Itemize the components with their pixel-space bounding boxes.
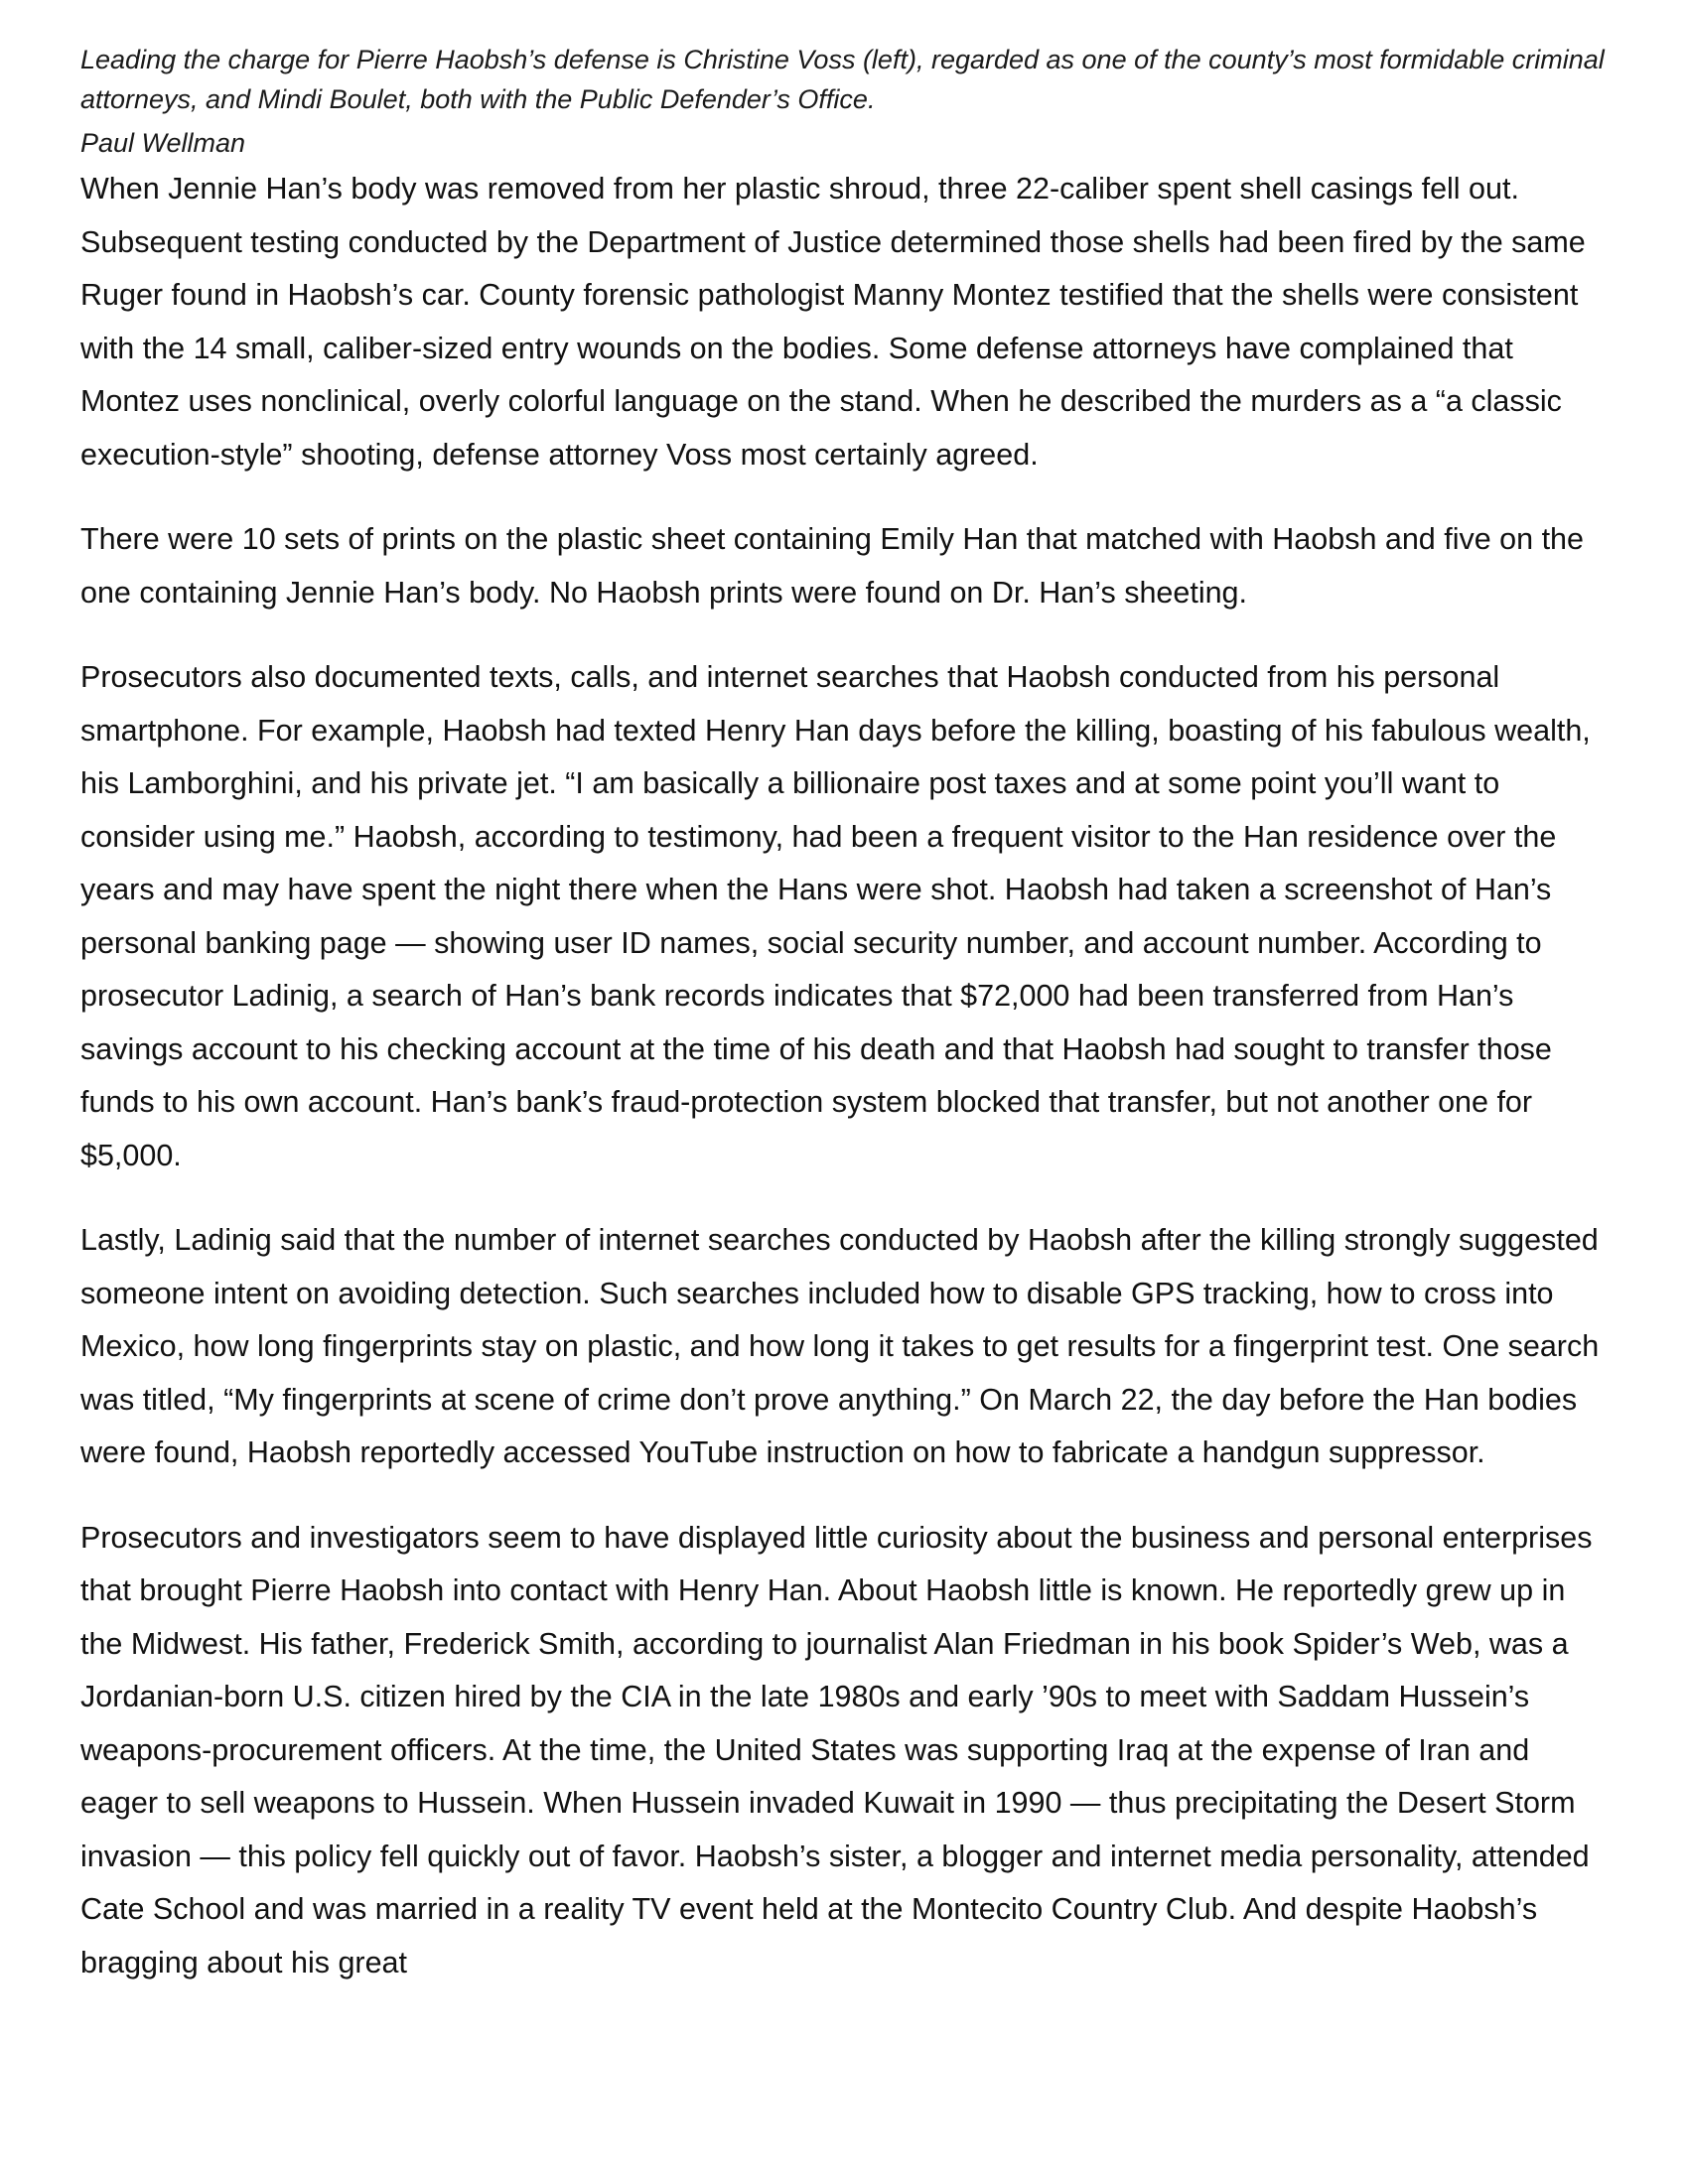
article-paragraph-5: Prosecutors and investigators seem to have displayed little curiosity about the business and personal enterprises that brought Pierre Haobsh into contact with Henry Han. About Haobsh little is known. He reportedly grew up in the Midwest. His father, Frederick Smith, according to journalist Alan Friedman in his book Spider’s Web, was a Jordanian-born U.S. citizen hired by the CIA in the late 1980s and early ’90s to meet with Saddam Hussein’s weapons-procurement officers. At the time, the United States was supporting Iraq at the expense of Iran and eager to sell weapons to Hussein. When Hussein invaded Kuwait in 1990 — thus precipitating the Desert Storm invasion — this policy fell quickly out of favor. Haobsh’s sister, a blogger and internet media personality, attended Cate School and was married in a reality TV event held at the Montecito Country Club. And despite Haobsh’s bragging about his great: [80, 1520, 1593, 1979]
article-paragraph-4: Lastly, Ladinig said that the number of internet searches conducted by Haobsh after the killing strongly suggested someone intent on avoiding detection. Such searches included how to disable GPS tracking, how to cross into Mexico, how long fingerprints stay on plastic, and how long it takes to get results for a fingerprint test. One search was titled, “My fingerprints at scene of crime don’t prove anything.” On March 22, the day before the Han bodies were found, Haobsh reportedly accessed YouTube instruction on how to fabricate a handgun suppressor.: [80, 1223, 1600, 1469]
photo-caption: Leading the charge for Pierre Haobsh’s defense is Christine Voss (left), regarded as one of the county’s most formidable criminal attorneys, and Mindi Boulet, both with the Public Defender’s Office.: [80, 45, 1605, 114]
article-paragraph-2: There were 10 sets of prints on the plastic sheet containing Emily Han that matched with Haobsh and five on the one containing Jennie Han’s body. No Haobsh prints were found on Dr. Han’s sheeting.: [80, 522, 1584, 610]
photo-credit: Paul Wellman: [80, 128, 246, 158]
article-paragraph-3: Prosecutors also documented texts, calls, and internet searches that Haobsh conducted from his personal smartphone. For example, Haobsh had texted Henry Han days before the killing, boasting of his fabulous wealth, his Lamborghini, and his private jet. “I am basically a billionaire post taxes and at some point you’ll want to consider using me.” Haobsh, according to testimony, had been a frequent visitor to the Han residence over the years and may have spent the night there when the Hans were shot. Haobsh had taken a screenshot of Han’s personal banking page — showing user ID names, social security number, and account number. According to prosecutor Ladinig, a search of Han’s bank records indicates that $72,000 had been transferred from Han’s savings account to his checking account at the time of his death and that Haobsh had sought to transfer those funds to his own account. Han’s bank’s fraud-protection system blocked that transfer, but not another one for $5,000.: [80, 660, 1591, 1172]
article-page: [80, 40, 1610, 2021]
article-paragraph-1: When Jennie Han’s body was removed from her plastic shroud, three 22-caliber spent shell casings fell out. Subsequent testing conducted by the Department of Justice determined those shells had been fired by the same Ruger found in Haobsh’s car. County forensic pathologist Manny Montez testified that the shells were consistent with the 14 small, caliber-sized entry wounds on the bodies. Some defense attorneys have complained that Montez uses nonclinical, overly colorful language on the stand. When he described the murders as a “a classic execution-style” shooting, defense attorney Voss most certainly agreed.: [80, 172, 1586, 472]
